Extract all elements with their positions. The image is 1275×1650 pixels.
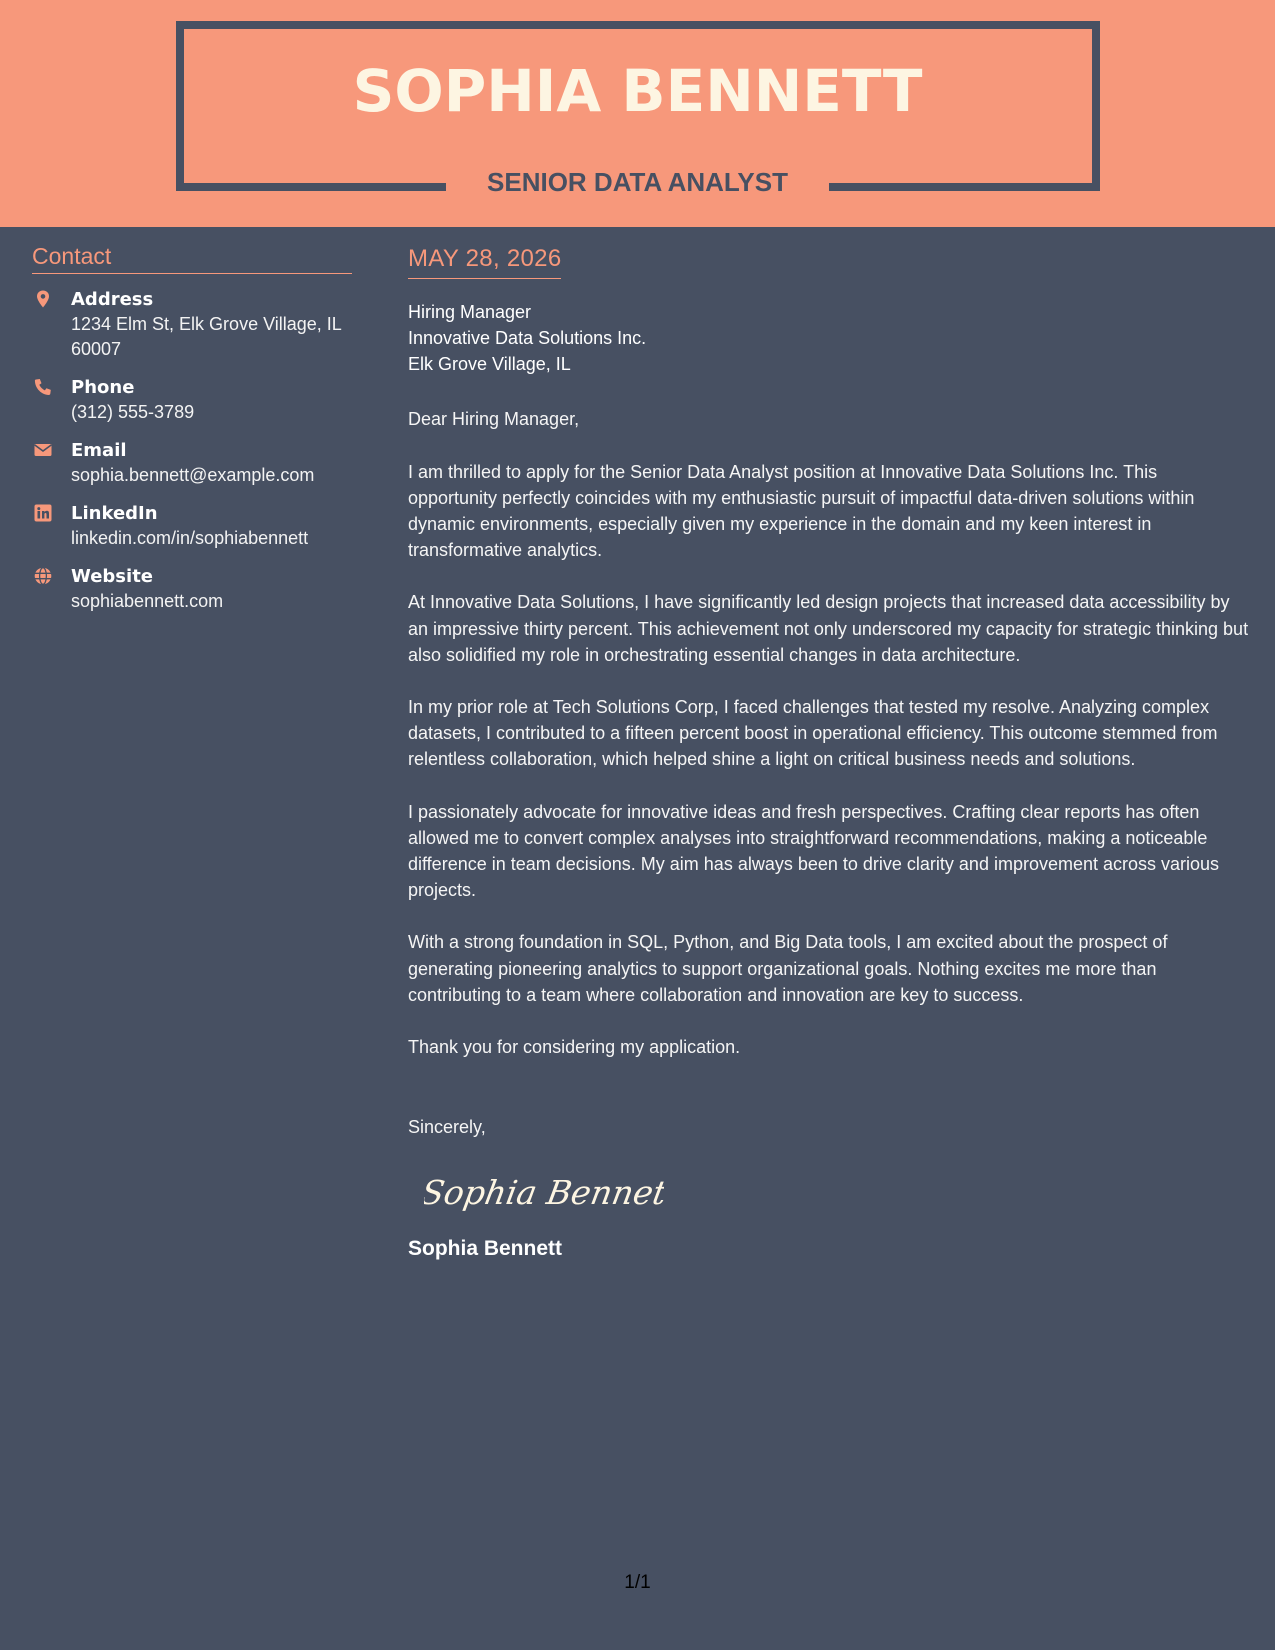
- letter-paragraph: I passionately advocate for innovative ideas and fresh perspectives. Crafting clear reports has often allowed me to convert complex analyses into straightforward recommendations, making a noticeable difference in team decisions. My aim has always been to drive clarity and improvement across various projects.: [408, 801, 1220, 901]
- phone-icon: [34, 378, 52, 396]
- letter-date: MAY 28, 2026: [408, 246, 561, 279]
- letter-paragraph: At Innovative Data Solutions, I have significantly led design projects that increased data accessibility by an impressive thirty percent. This achievement not only underscored my capacity for strategic thinking but also solidified my role in orchestrating essential changes in data architecture.: [408, 592, 1249, 665]
- recipient-line: Innovative Data Solutions Inc.: [408, 328, 647, 349]
- signer-name: Sophia Bennett: [408, 1237, 563, 1261]
- recipient-block: [408, 299, 1250, 377]
- contact-website: [32, 565, 352, 614]
- signature-text: Sophia Bennett: [424, 1173, 664, 1213]
- letter-paragraph: I am thrilled to apply for the Senior Data Analyst position at Innovative Data Solutions Inc. This opportunity perfectly coincides with my enthusiastic pursuit of impactful data-driven solutions within dynamic environments, especially given my experience in the domain and my keen interest in transformative analytics.: [408, 461, 1195, 561]
- contact-phone: [32, 376, 352, 425]
- envelope-icon: [34, 441, 52, 459]
- contact-value[interactable]: linkedin.com/in/sophiabennett: [71, 528, 309, 549]
- map-pin-icon: [34, 290, 52, 308]
- contact-email: [32, 439, 352, 488]
- contact-value: (312) 555-3789: [71, 402, 195, 423]
- contact-sidebar: [32, 243, 352, 614]
- page-number: 1/1: [624, 1572, 651, 1593]
- contact-label: Website: [71, 566, 154, 588]
- contact-label: Phone: [71, 377, 135, 399]
- candidate-name: SOPHIA BENNETT: [352, 57, 923, 125]
- linkedin-icon: [34, 504, 52, 522]
- contact-heading: Contact: [32, 243, 352, 274]
- contact-label: Email: [71, 440, 127, 462]
- contact-value: 1234 Elm St, Elk Grove Village, IL 60007: [71, 314, 342, 360]
- contact-linkedin: [32, 502, 352, 551]
- globe-icon: [34, 567, 52, 585]
- contact-label: LinkedIn: [71, 503, 158, 525]
- contact-value[interactable]: sophiabennett.com: [71, 591, 224, 612]
- signoff: Sincerely,: [408, 1117, 486, 1138]
- contact-address: [32, 288, 352, 362]
- handwritten-signature: [424, 1168, 664, 1218]
- job-title: SENIOR DATA ANALYST: [487, 167, 788, 197]
- recipient-line: Hiring Manager: [408, 302, 532, 323]
- letter-paragraph: With a strong foundation in SQL, Python, and Big Data tools, I am excited about the prospect of generating pioneering analytics to support organizational goals. Nothing excites me more than contributing to a team where collaboration and innovation are key to success.: [408, 932, 1168, 1005]
- header-banner: [0, 0, 1275, 227]
- greeting: Dear Hiring Manager,: [408, 409, 580, 430]
- contact-label: Address: [71, 289, 154, 311]
- letter-body: [408, 246, 1250, 1261]
- contact-value[interactable]: sophia.bennett@example.com: [71, 465, 315, 486]
- closing-line: Thank you for considering my application.: [408, 1037, 741, 1058]
- recipient-line: Elk Grove Village, IL: [408, 354, 571, 375]
- letter-paragraph: In my prior role at Tech Solutions Corp, I faced challenges that tested my resolve. Analyzing complex datasets, I contributed to a fifteen percent boost in operational efficiency. This outcome stemmed from relentless collaboration, which helped shine a light on critical business needs and solutions.: [408, 697, 1218, 770]
